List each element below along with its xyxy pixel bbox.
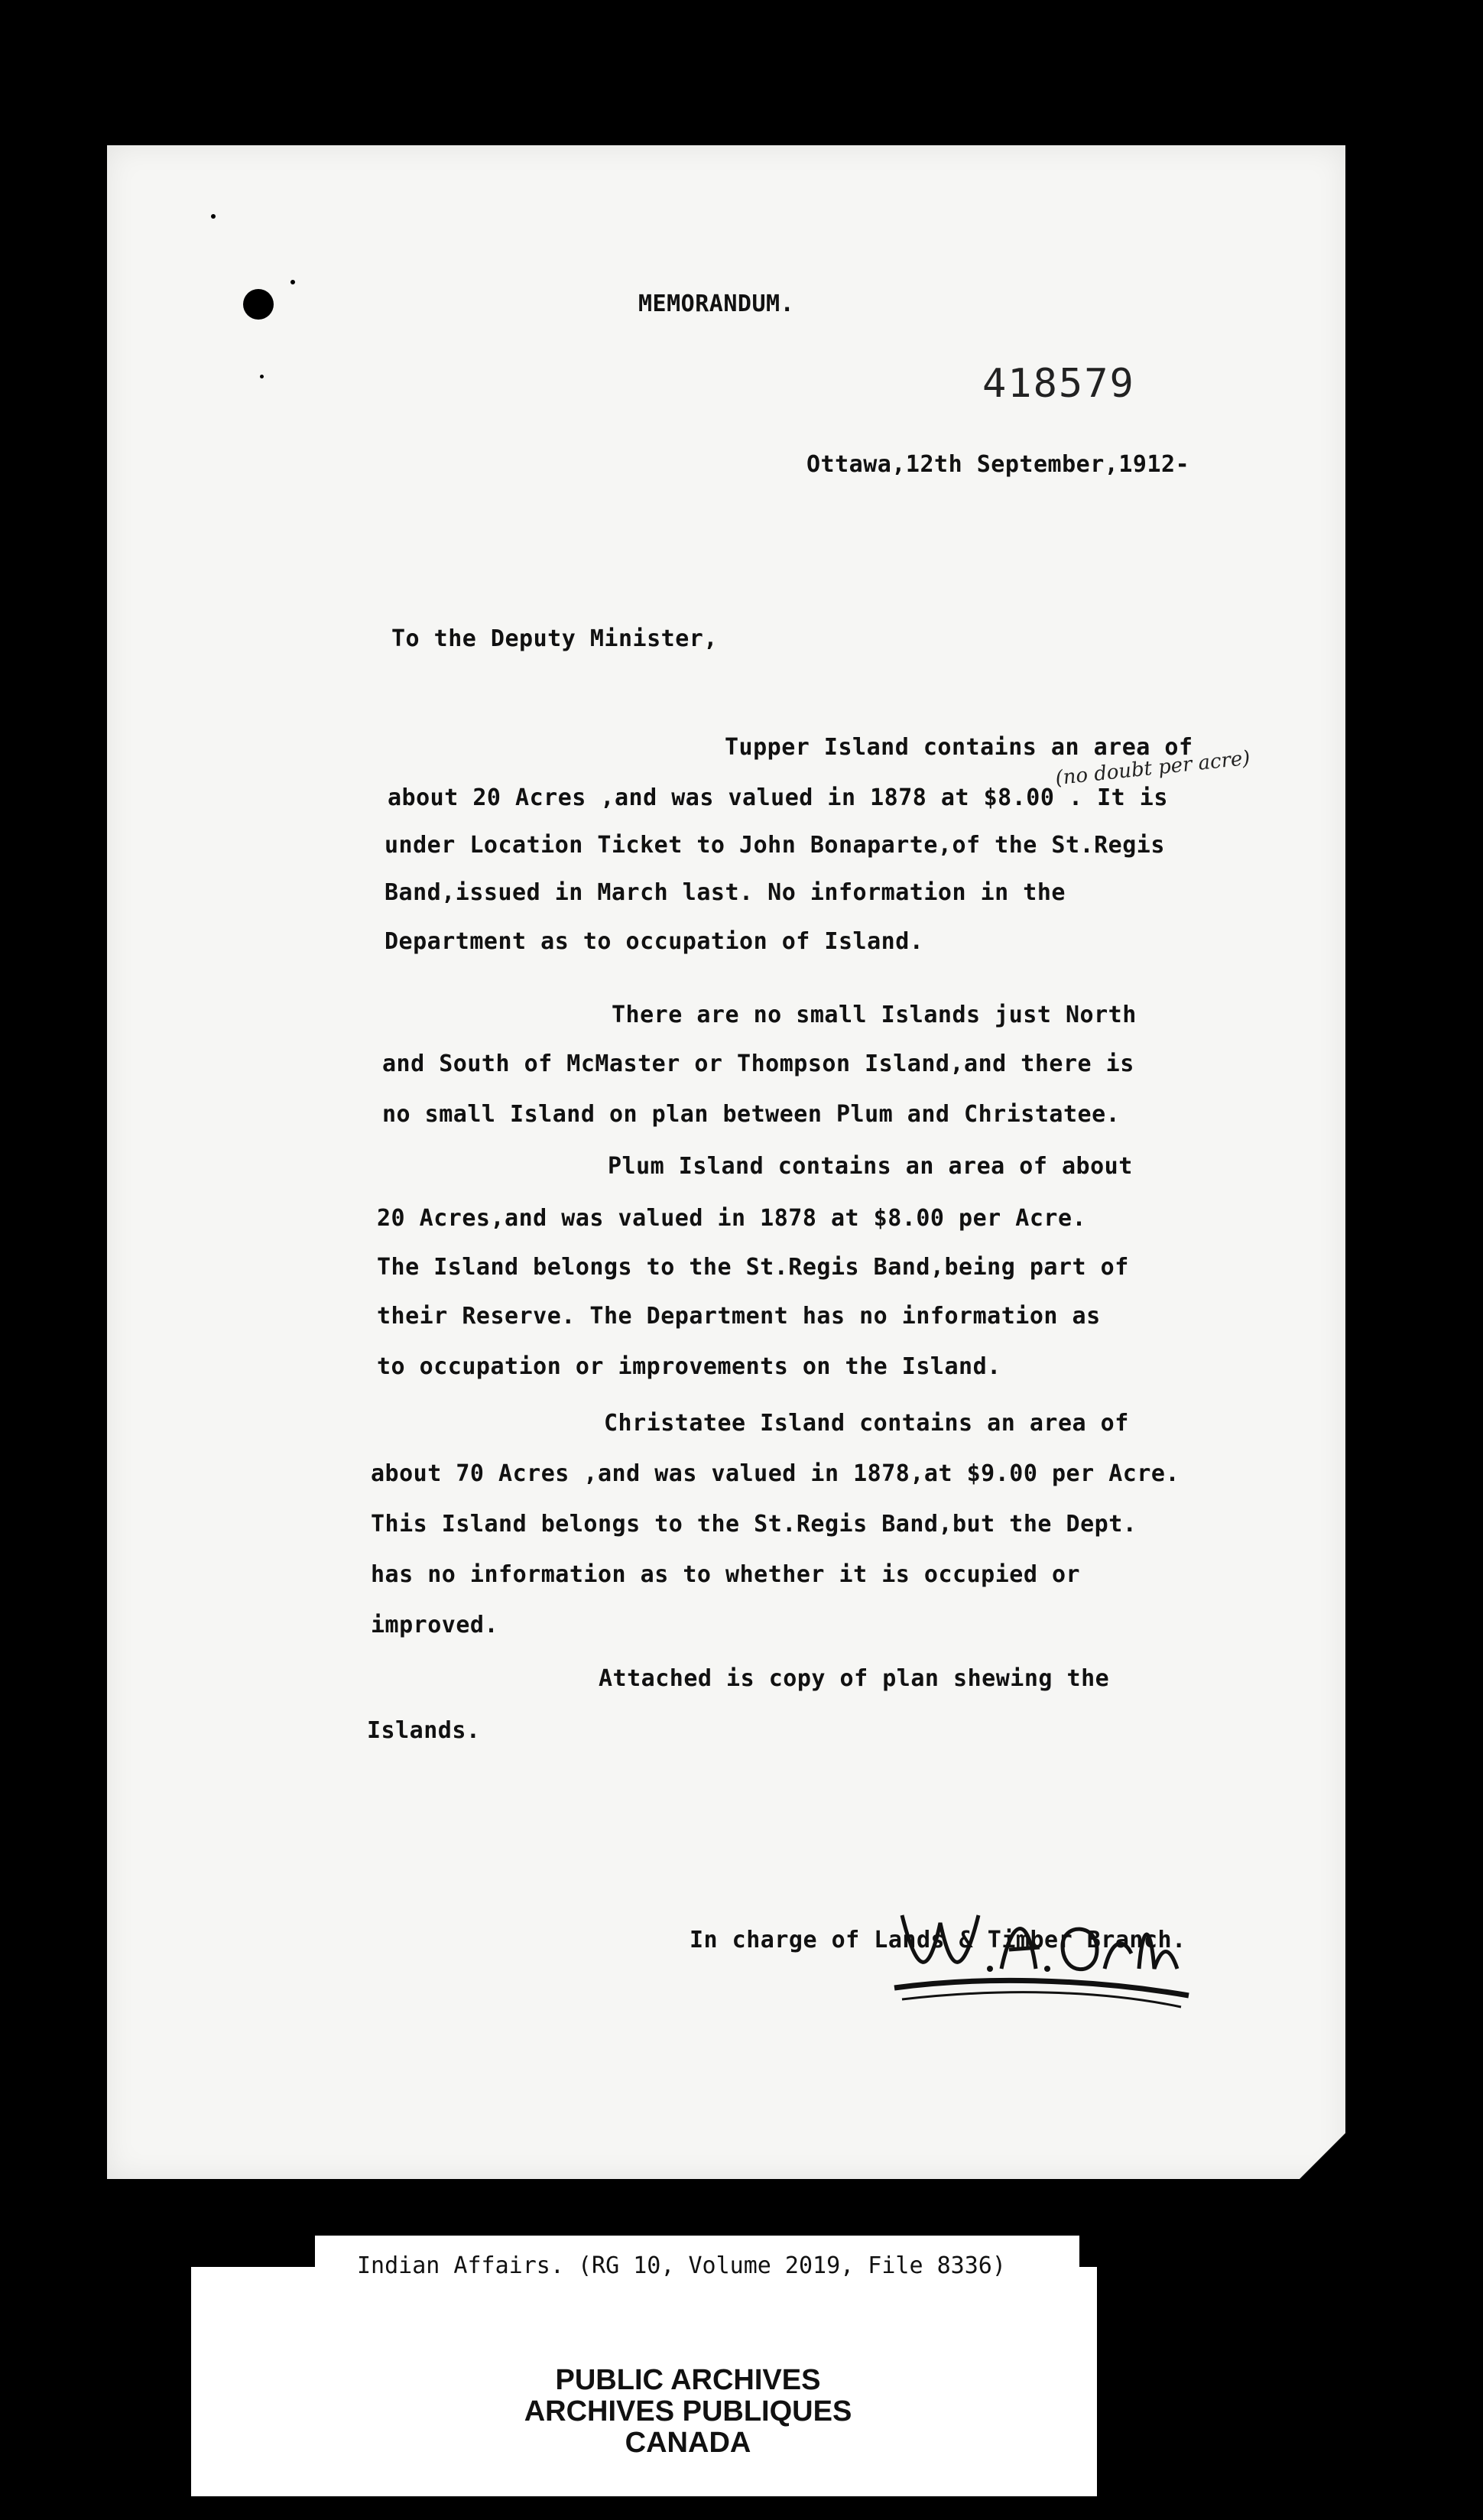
body-line: no small Island on plan between Plum and Christatee. bbox=[382, 1101, 1121, 1128]
archive-line-1: PUBLIC ARCHIVES bbox=[555, 2364, 821, 2396]
body-line: The Island belongs to the St.Regis Band,being part of bbox=[377, 1254, 1129, 1281]
body-line: under Location Ticket to John Bonaparte,of the St.Regis bbox=[385, 832, 1165, 859]
ink-speck bbox=[290, 280, 295, 284]
closing-title: In charge of Lands & Timber Branch. bbox=[690, 1927, 1186, 1953]
place-date: Ottawa,12th September,1912- bbox=[806, 451, 1190, 478]
body-line: Attached is copy of plan shewing the bbox=[599, 1665, 1110, 1692]
ink-speck bbox=[260, 375, 264, 378]
memo-heading: MEMORANDUM. bbox=[638, 291, 795, 317]
body-line: There are no small Islands just North bbox=[612, 1002, 1137, 1028]
salutation: To the Deputy Minister, bbox=[391, 625, 718, 652]
body-line: Christatee Island contains an area of bbox=[604, 1410, 1129, 1437]
body-line: about 70 Acres ,and was valued in 1878,at $9.00 per Acre. bbox=[371, 1460, 1180, 1487]
memorandum-page bbox=[107, 145, 1345, 2179]
body-line: and South of McMaster or Thompson Island,and there is bbox=[382, 1051, 1134, 1077]
body-line: their Reserve. The Department has no information as bbox=[377, 1303, 1101, 1330]
body-line: to occupation or improvements on the Island. bbox=[377, 1353, 1001, 1380]
body-line: about 20 Acres ,and was valued in 1878 at $8.00 . It is bbox=[388, 784, 1168, 811]
body-line: Department as to occupation of Island. bbox=[385, 928, 924, 955]
archive-line-3: CANADA bbox=[625, 2427, 751, 2459]
reference-label bbox=[315, 2236, 1079, 2327]
body-line: Band,issued in March last. No information in the bbox=[385, 879, 1066, 906]
body-line: Plum Island contains an area of about bbox=[608, 1153, 1133, 1180]
page-corner-fold bbox=[1300, 2133, 1345, 2179]
ink-blot bbox=[243, 289, 274, 320]
handwritten-note: (no doubt per acre) bbox=[1054, 746, 1251, 791]
file-number-stamp: 418579 bbox=[982, 361, 1135, 407]
body-line: This Island belongs to the St.Regis Band,but the Dept. bbox=[371, 1511, 1137, 1538]
ink-speck bbox=[211, 214, 216, 219]
body-line: improved. bbox=[371, 1612, 499, 1638]
archive-line-2: ARCHIVES PUBLIQUES bbox=[524, 2395, 852, 2427]
reference-text: Indian Affairs. (RG 10, Volume 2019, File 8336) bbox=[357, 2252, 1006, 2279]
body-line: Tupper Island contains an area of bbox=[725, 734, 1193, 761]
signature bbox=[887, 1892, 1200, 2015]
body-line: has no information as to whether it is occupied or bbox=[371, 1561, 1081, 1588]
body-line: Islands. bbox=[367, 1717, 481, 1744]
body-line: 20 Acres,and was valued in 1878 at $8.00 per Acre. bbox=[377, 1205, 1087, 1232]
